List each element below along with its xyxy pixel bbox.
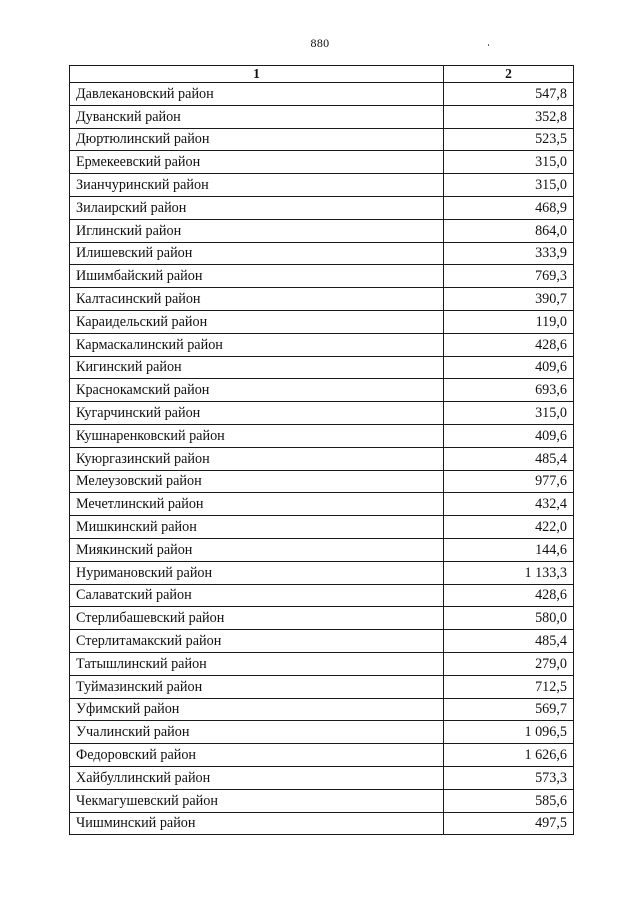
region-name-cell: Уфимский район (70, 698, 444, 721)
table-row (70, 538, 574, 561)
value-cell: 1 626,6 (444, 744, 574, 767)
data-table (69, 65, 574, 835)
value-cell: 409,6 (444, 424, 574, 447)
region-name-cell: Ишимбайский район (70, 265, 444, 288)
region-name-cell: Иглинский район (70, 219, 444, 242)
page-number: 880 (310, 36, 330, 50)
value-cell: 580,0 (444, 607, 574, 630)
table-row (70, 196, 574, 219)
value-cell: 432,4 (444, 493, 574, 516)
table-row (70, 516, 574, 539)
value-cell: 693,6 (444, 379, 574, 402)
value-cell: 315,0 (444, 402, 574, 425)
region-name-cell: Кушнаренковский район (70, 424, 444, 447)
region-name-cell: Зианчуринский район (70, 174, 444, 197)
region-name-cell: Давлекановский район (70, 83, 444, 106)
region-name-cell: Дюртюлинский район (70, 128, 444, 151)
region-name-cell: Чишминский район (70, 812, 444, 835)
region-name-cell: Татышлинский район (70, 652, 444, 675)
value-cell: 769,3 (444, 265, 574, 288)
region-name-cell: Мишкинский район (70, 516, 444, 539)
value-cell: 485,4 (444, 447, 574, 470)
value-cell: 523,5 (444, 128, 574, 151)
region-name-cell: Калтасинский район (70, 288, 444, 311)
region-name-cell: Кармаскалинский район (70, 333, 444, 356)
table-row (70, 310, 574, 333)
table-row (70, 356, 574, 379)
table-row (70, 174, 574, 197)
table-row (70, 379, 574, 402)
value-cell: 144,6 (444, 538, 574, 561)
table-row (70, 288, 574, 311)
table-row (70, 744, 574, 767)
table-row (70, 607, 574, 630)
table-row (70, 584, 574, 607)
region-name-cell: Кугарчинский район (70, 402, 444, 425)
table-row (70, 105, 574, 128)
region-name-cell: Миякинский район (70, 538, 444, 561)
table-row (70, 470, 574, 493)
table-row (70, 424, 574, 447)
region-name-cell: Стерлитамакский район (70, 630, 444, 653)
table-row (70, 630, 574, 653)
value-cell: 485,4 (444, 630, 574, 653)
region-name-cell: Стерлибашевский район (70, 607, 444, 630)
region-name-cell: Мечетлинский район (70, 493, 444, 516)
value-cell: 409,6 (444, 356, 574, 379)
table-row (70, 333, 574, 356)
value-cell: 422,0 (444, 516, 574, 539)
table-row (70, 83, 574, 106)
table-row (70, 561, 574, 584)
region-name-cell: Туймазинский район (70, 675, 444, 698)
value-cell: 390,7 (444, 288, 574, 311)
value-cell: 712,5 (444, 675, 574, 698)
table-row (70, 493, 574, 516)
value-cell: 569,7 (444, 698, 574, 721)
value-cell: 977,6 (444, 470, 574, 493)
region-name-cell: Нуримановский район (70, 561, 444, 584)
value-cell: 279,0 (444, 652, 574, 675)
scan-speck (488, 44, 489, 46)
table-body (70, 83, 574, 835)
region-name-cell: Учалинский район (70, 721, 444, 744)
value-cell: 119,0 (444, 310, 574, 333)
table-row (70, 128, 574, 151)
table-row (70, 265, 574, 288)
value-cell: 428,6 (444, 584, 574, 607)
value-cell: 315,0 (444, 151, 574, 174)
table-row (70, 242, 574, 265)
value-cell: 497,5 (444, 812, 574, 835)
column-header-1: 1 (70, 66, 444, 83)
region-name-cell: Краснокамский район (70, 379, 444, 402)
value-cell: 1 096,5 (444, 721, 574, 744)
table-header-row (70, 66, 574, 83)
table-row (70, 447, 574, 470)
region-name-cell: Зилаирский район (70, 196, 444, 219)
region-name-cell: Караидельский район (70, 310, 444, 333)
value-cell: 468,9 (444, 196, 574, 219)
table-row (70, 219, 574, 242)
region-name-cell: Мелеузовский район (70, 470, 444, 493)
table-row (70, 812, 574, 835)
value-cell: 585,6 (444, 789, 574, 812)
table-row (70, 675, 574, 698)
table-row (70, 721, 574, 744)
region-name-cell: Чекмагушевский район (70, 789, 444, 812)
value-cell: 315,0 (444, 174, 574, 197)
value-cell: 864,0 (444, 219, 574, 242)
value-cell: 333,9 (444, 242, 574, 265)
value-cell: 547,8 (444, 83, 574, 106)
value-cell: 428,6 (444, 333, 574, 356)
region-name-cell: Куюргазинский район (70, 447, 444, 470)
column-header-2: 2 (444, 66, 574, 83)
value-cell: 352,8 (444, 105, 574, 128)
region-name-cell: Илишевский район (70, 242, 444, 265)
table-row (70, 151, 574, 174)
table-row (70, 698, 574, 721)
value-cell: 1 133,3 (444, 561, 574, 584)
region-name-cell: Кигинский район (70, 356, 444, 379)
region-name-cell: Ермекеевский район (70, 151, 444, 174)
region-name-cell: Хайбуллинский район (70, 766, 444, 789)
table-row (70, 766, 574, 789)
table-row (70, 652, 574, 675)
table-row (70, 789, 574, 812)
region-name-cell: Салаватский район (70, 584, 444, 607)
region-name-cell: Федоровский район (70, 744, 444, 767)
value-cell: 573,3 (444, 766, 574, 789)
region-name-cell: Дуванский район (70, 105, 444, 128)
table-row (70, 402, 574, 425)
